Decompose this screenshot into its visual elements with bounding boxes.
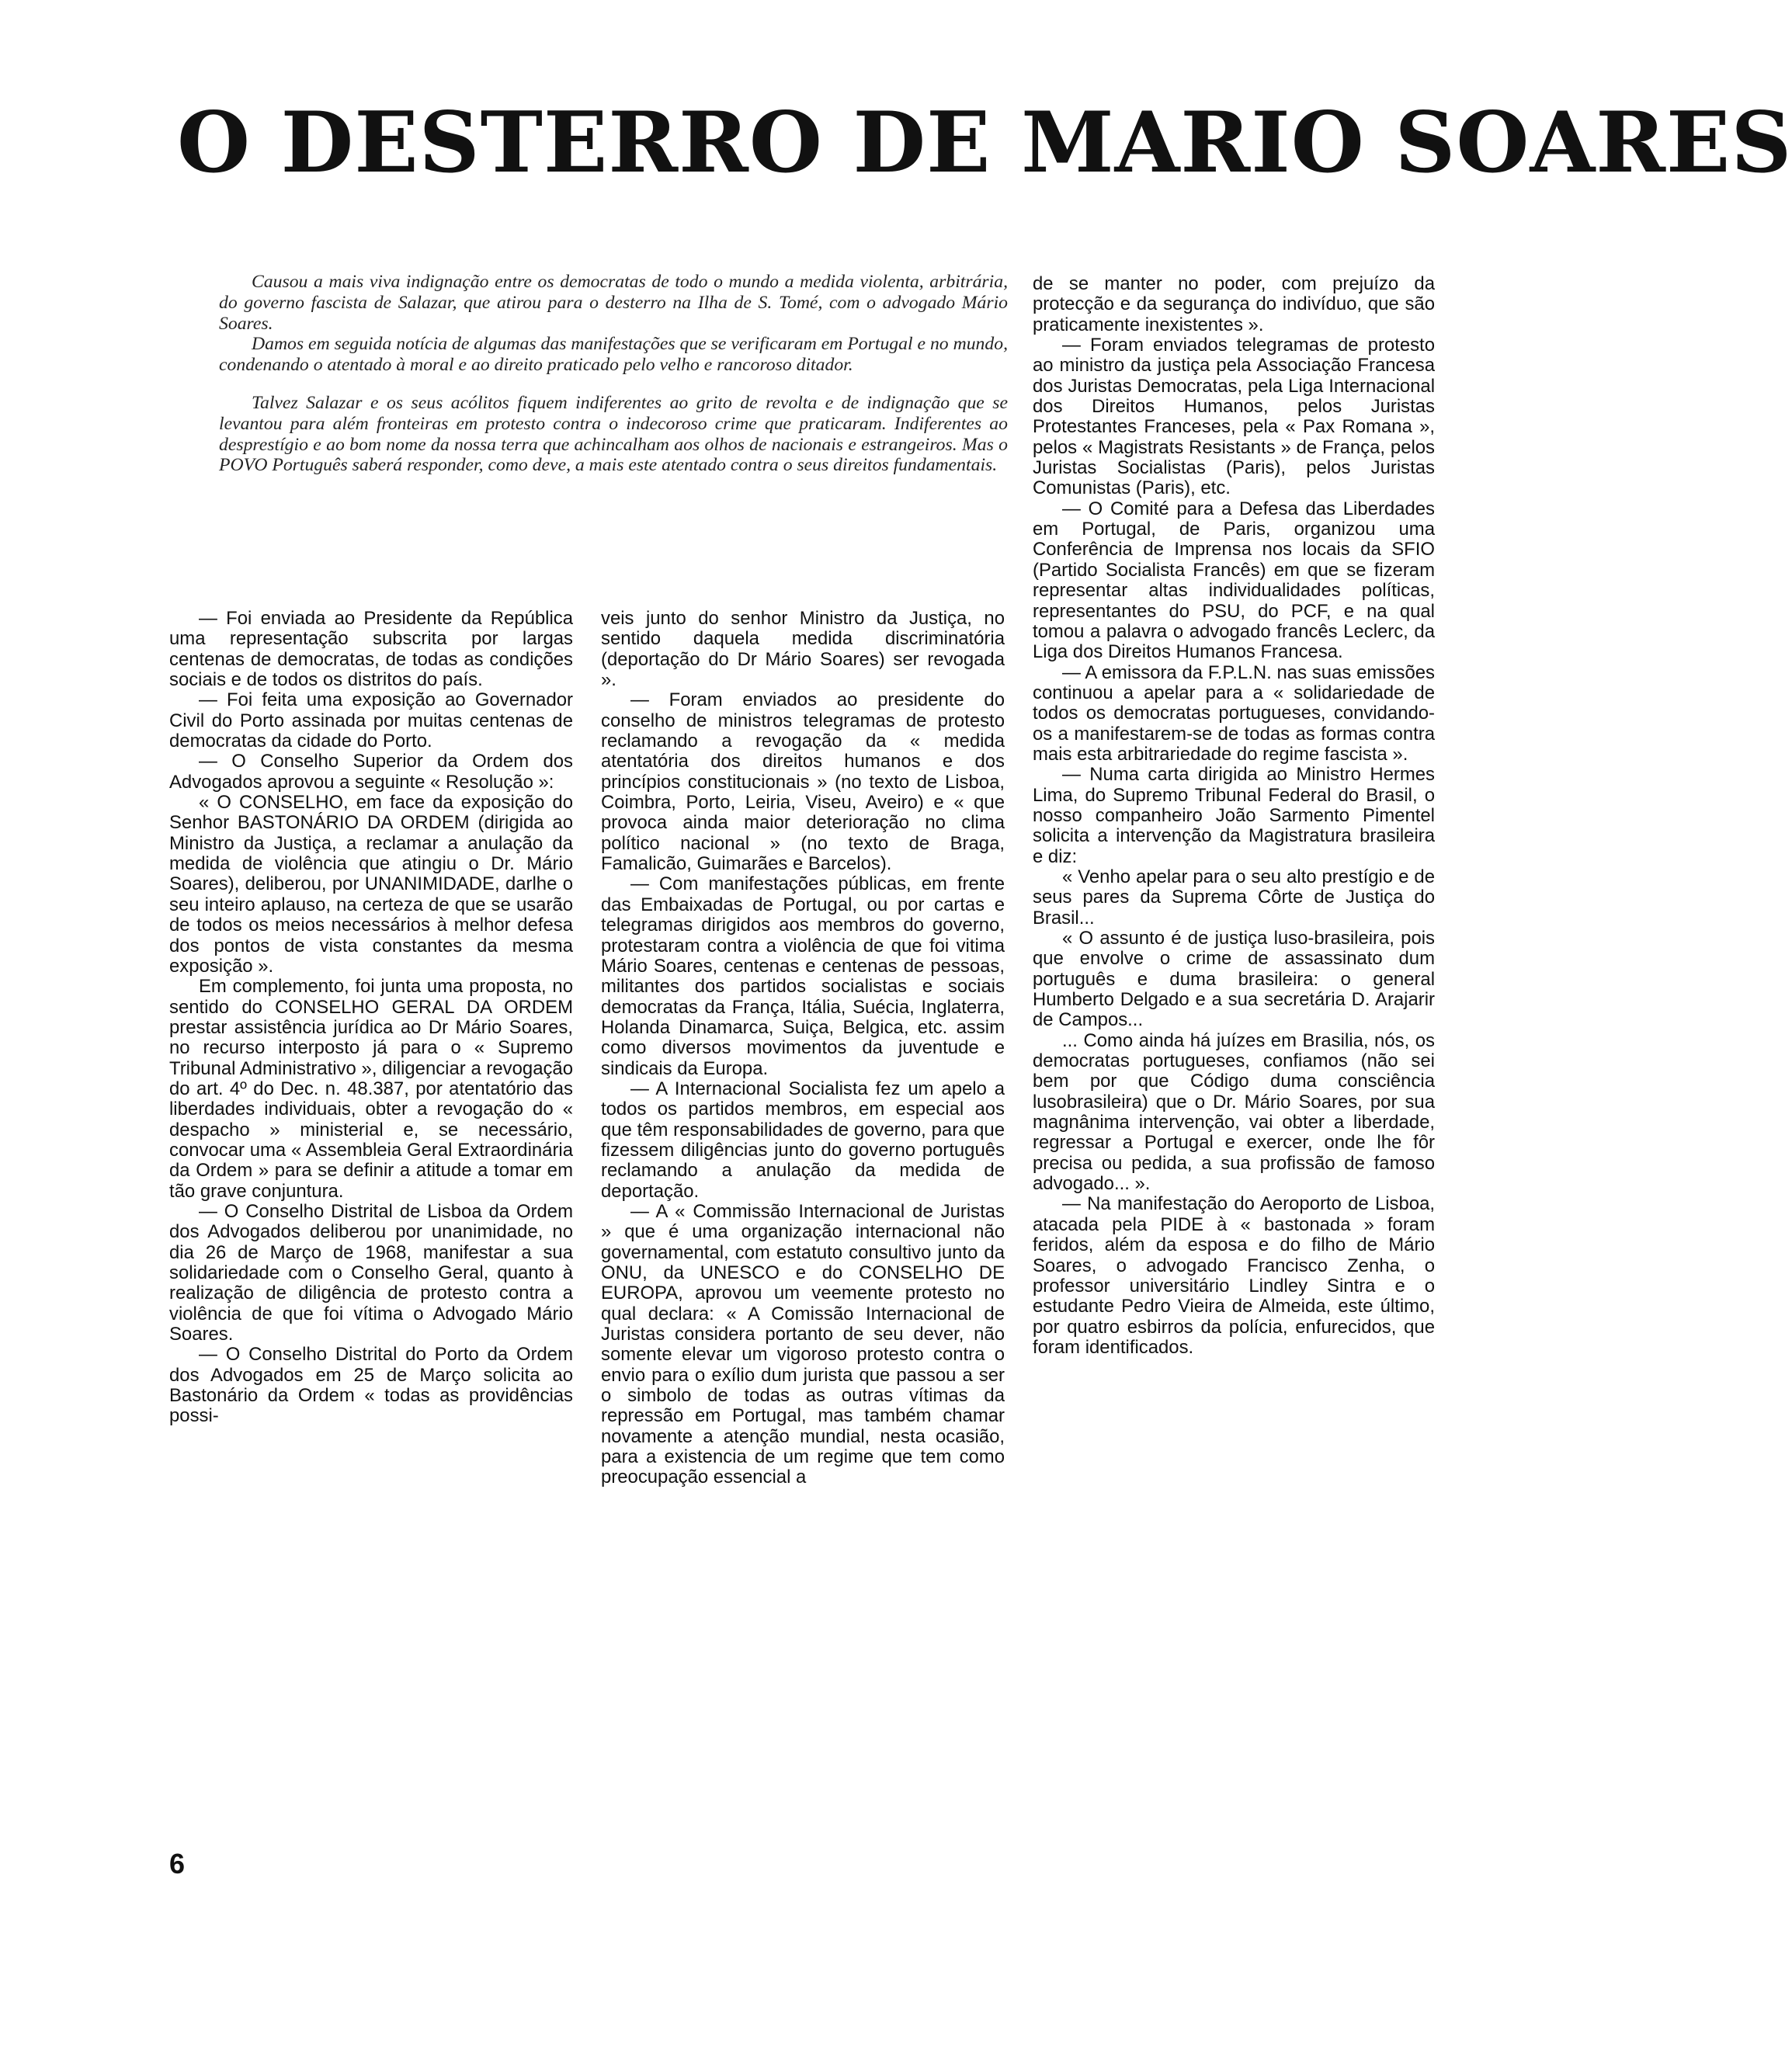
column-paragraph: — A « Commissão Internacional de Juristas » que é uma organização internacional não governamental, com estatuto consultivo junto da ONU, da UNESCO e do CONSELHO DE EUROPA, aprovou um veemente protesto no qual declara: « A Comissão Internacional de Juristas considera portanto de seu dever, não somente elevar um vigoroso protesto contra o envio para o exílio dum jurista que passou a ser o simbolo de todas as outras vítimas da repressão em Portugal, mas também chamar novamente a atenção mundial, nesta ocasião, para a existencia de um regime que tem como preocupação essencial a (601, 1200, 1005, 1488)
text-column-3 (1033, 274, 1435, 1358)
column-paragraph: Em complemento, foi junta uma proposta, no sentido do CONSELHO GERAL DA ORDEM prestar assistência jurídica ao Dr Mário Soares, no recurso interposto já para o « Supremo Tribunal Administrativo », diligenciar a revogação do art. 4º do Dec. n. 48.387, por atentatório das liberdades individuais, obter a revogação do « despacho » ministerial e, se necessário, convocar uma « Assembleia Geral Extraordinária da Ordem » para se definir a atitude a tomar em tão grave conjuntura. (169, 976, 573, 1202)
column-paragraph: — Foram enviados telegramas de protesto ao ministro da justiça pela Associação Francesa dos Juristas Democratas, pela Liga Internacional dos Direitos Humanos, pelos Juristas Protestantes Franceses, pela « Pax Romana », pelos « Magistrats Resistants » de França, pelos Juristas Socialistas (Paris), pelos Juristas Comunistas (Paris), etc. (1033, 335, 1435, 499)
column-paragraph: — A Internacional Socialista fez um apelo a todos os partidos membros, em especial aos que têm responsabilidades de governo, para que fizessem diligências junto do governo português reclamando a anulação da medida de deportação. (601, 1078, 1005, 1202)
column-paragraph: — Numa carta dirigida ao Ministro Hermes Lima, do Supremo Tribunal Federal do Brasil, o nosso companheiro João Sarmento Pimentel solicita a intervenção da Magistratura brasileira e diz: (1033, 764, 1435, 867)
column-paragraph: — Na manifestação do Aeroporto de Lisboa, atacada pela PIDE à « bastonada » foram feridos, além da esposa e do filho de Mário Soares, o advogado Francisco Zenha, o professor universitário Lindley Sintra e o estudante Pedro Vieira de Almeida, este último, por quatro esbirros da polícia, enfurecidos, que foram identificados. (1033, 1193, 1435, 1358)
article-intro (219, 272, 1008, 476)
text-column-2 (601, 609, 1005, 1488)
intro-paragraph: Talvez Salazar e os seus acólitos fiquem indiferentes ao grito de revolta e de indignação que se levantou para além fronteiras em protesto contra o indecoroso crime que praticaram. Indiferentes ao desprestígio e ao bom nome da nossa terra que achincalham aos olhos de nacionais e estrangeiros. Mas o POVO Português saberá responder, como deve, a mais este atentado contra o seus direitos fundamentais. (219, 392, 1008, 476)
column-paragraph: — O Conselho Distrital do Porto da Ordem dos Advogados em 25 de Março solicita ao Bastonário da Ordem « todas as providências possi- (169, 1344, 573, 1427)
column-paragraph: — Com manifestações públicas, em frente das Embaixadas de Portugal, ou por cartas e telegramas dirigidos aos membros do governo, protestaram contra a violência de que foi vitima Mário Soares, centenas e centenas de pessoas, militantes dos partidos socialistas e sociais democratas da França, Itália, Suécia, Inglaterra, Holanda Dinamarca, Suiça, Belgica, etc. assim como diversos movimentos da juventude e sindicais da Europa. (601, 873, 1005, 1079)
column-paragraph: — O Comité para a Defesa das Liberdades em Portugal, de Paris, organizou uma Conferência de Imprensa nos locais da SFIO (Partido Socialista Francês) em que se fizeram representar altas individualidades políticas, representantes do PSU, do PCF, e na qual tomou a palavra o advogado francês Leclerc, da Liga dos Direitos Humanos Francesa. (1033, 498, 1435, 663)
intro-paragraph: Damos em seguida notícia de algumas das manifestações que se verificaram em Portugal e no mundo, condenando o atentado à moral e ao direito praticado pelo velho e rancoroso ditador. (219, 334, 1008, 376)
column-paragraph: — A emissora da F.P.L.N. nas suas emissões continuou a apelar para a « solidariedade de todos os democratas portugueses, convidando-os a manifestarem-se de todas as formas contra mais esta arbitrariedade do regime fascista ». (1033, 661, 1435, 765)
column-paragraph: de se manter no poder, com prejuízo da protecção e da segurança do indivíduo, que são praticamente inexistentes ». (1033, 273, 1435, 335)
column-paragraph: « O assunto é de justiça luso-brasileira, pois que envolve o crime de assassinato dum português e duma brasileira: o general Humberto Delgado e a sua secretária D. Arajarir de Campos... (1033, 928, 1435, 1031)
column-paragraph: ... Como ainda há juízes em Brasilia, nós, os democratas portugueses, confiamos (não sei bem por que Código duma consciência lusobrasileira) que o Dr. Mário Soares, por sua magnânima intervenção, vai obter a liberdade, regressar a Portugal e exercer, onde lhe fôr precisa ou pedida, a sua profissão de famoso advogado... ». (1033, 1029, 1435, 1195)
column-paragraph: « O CONSELHO, em face da exposição do Senhor BASTONÁRIO DA ORDEM (dirigida ao Ministro da Justiça, a reclamar a anulação da medida de violência que atingiu o Dr. Mário Soares), deliberou, por UNANIMIDADE, darlhe o seu inteiro aplauso, na certeza de que se usarão de todos os meios necessários à melhor defesa dos pontos de vista constantes da mesma exposição ». (169, 792, 573, 977)
column-paragraph: « Venho apelar para o seu alto prestígio e de seus pares da Suprema Côrte de Justiça do Brasil... (1033, 866, 1435, 929)
column-paragraph: veis junto do senhor Ministro da Justiça, no sentido daquela medida discriminatória (deportação do Dr Mário Soares) ser revogada ». (601, 608, 1005, 691)
text-column-1 (169, 609, 573, 1427)
column-paragraph: — Foi feita uma exposição ao Governador Civil do Porto assinada por muitas centenas de democratas da cidade do Porto. (169, 689, 573, 752)
column-paragraph: — Foi enviada ao Presidente da República uma representação subscrita por largas centenas de democratas, de todas as condições sociais e de todos os distritos do país. (169, 608, 573, 691)
column-paragraph: — O Conselho Distrital de Lisboa da Ordem dos Advogados deliberou por unanimidade, no dia 26 de Março de 1968, manifestar a sua solidariedade com o Conselho Geral, quanto à realização de diligência de protesto contra a violência de que foi vítima o Advogado Mário Soares. (169, 1200, 573, 1345)
intro-paragraph: Causou a mais viva indignação entre os democratas de todo o mundo a medida violenta, arbitrária, do governo fascista de Salazar, que atirou para o desterro na Ilha de S. Tomé, com o advogado Mário Soares. (219, 272, 1008, 334)
page-number: 6 (169, 1848, 186, 1880)
column-paragraph: — O Conselho Superior da Ordem dos Advogados aprovou a seguinte « Resolução »: (169, 751, 573, 793)
column-paragraph: — Foram enviados ao presidente do conselho de ministros telegramas de protesto reclamando a revogação da « medida atentatória dos direitos humanos e dos princípios constitucionais » (no texto de Lisboa, Coimbra, Porto, Leiria, Viseu, Aveiro) e « que provoca ainda maior deterioração no clima político nacional » (no texto de Braga, Famalicão, Guimarães e Barcelos). (601, 689, 1005, 875)
article-title: O DESTERRO DE MARIO SOARES (177, 94, 1792, 192)
